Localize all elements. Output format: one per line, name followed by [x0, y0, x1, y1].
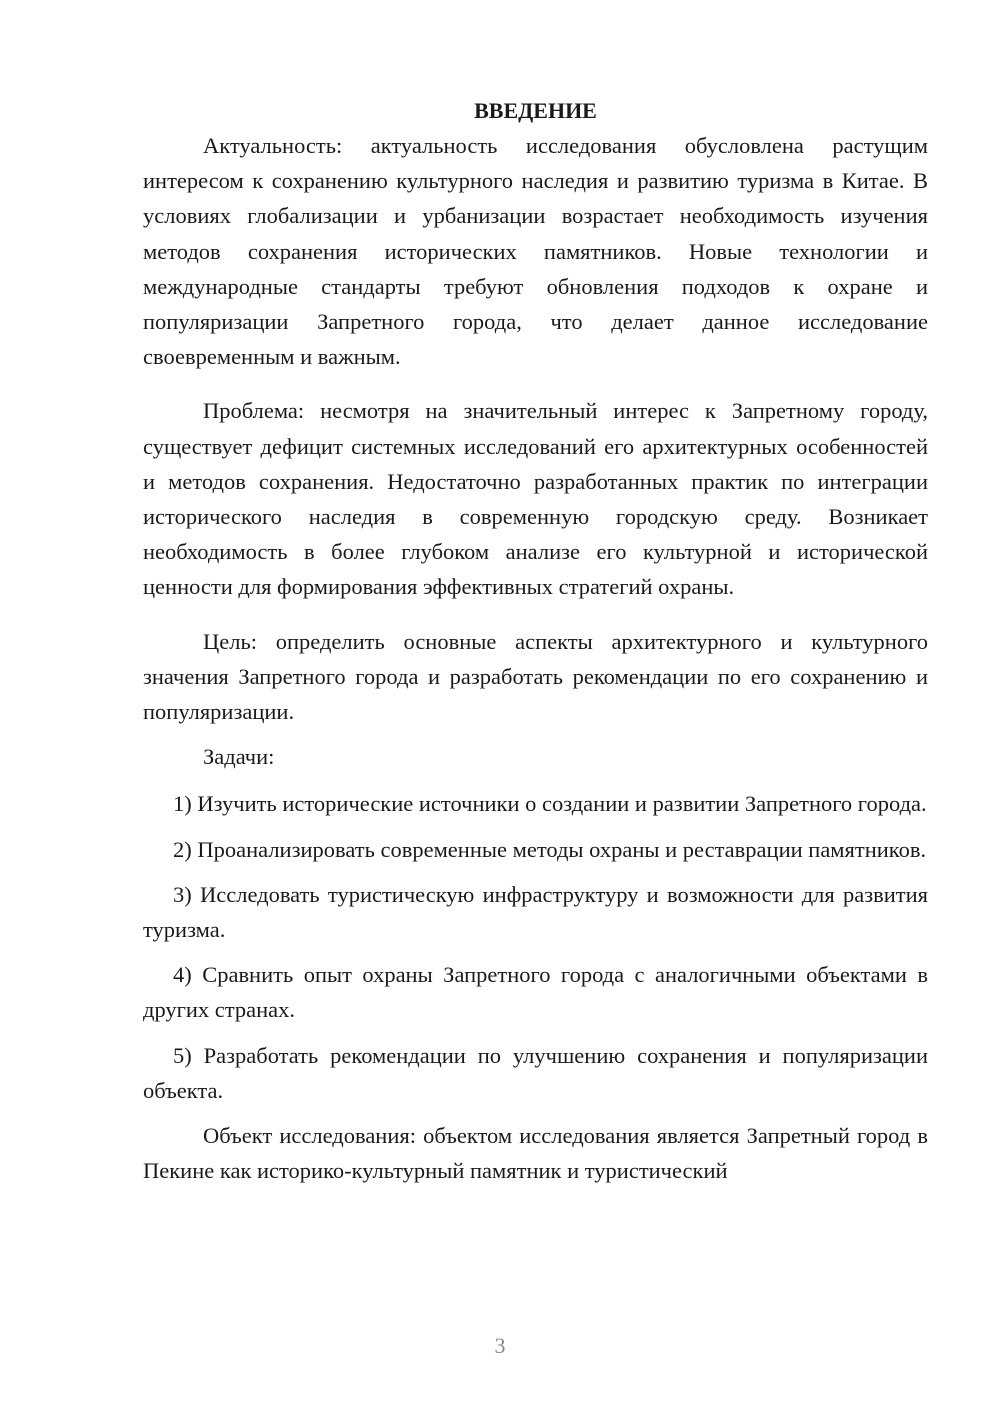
task-item: 1) Изучить исторические источники о создании и развитии Запретного города.: [173, 791, 927, 817]
tasks-label: Задачи:: [203, 744, 275, 770]
task-item: 2) Проанализировать современные методы охраны и реставрации памятников.: [173, 836, 927, 862]
paragraph-goal: Цель: определить основные аспекты архитектурного и культурного значения Запретного города и разработать рекомендации по его сохранению и популяризации.: [143, 628, 928, 725]
paragraph-object: Объект исследования: объектом исследования является Запретный город в Пекине как историко-культурный памятник и туристический: [143, 1123, 928, 1184]
task-item: 3) Исследовать туристическую инфраструктуру и возможности для развития туризма.: [143, 881, 928, 943]
paragraph-problem: Проблема: несмотря на значительный интерес к Запретному городу, существует дефицит системных исследований его архитектурных особенностей и методов сохранения. Недостаточно разработанных практик по интеграции исторического наследия в современную городскую среду. Возникает необходимость в более глубоком анализе его культурной и исторической ценности для формирования эффективных стратегий охраны.: [143, 398, 928, 600]
task-item: 4) Сравнить опыт охраны Запретного города с аналогичными объектами в других странах.: [143, 962, 928, 1023]
task-item: 5) Разработать рекомендации по улучшению сохранения и популяризации объекта.: [143, 1042, 928, 1103]
paragraph-relevance: Актуальность: актуальность исследования обусловлена растущим интересом к сохранению культурного наследия и развитию туризма в Китае. В условиях глобализации и урбанизации возрастает необходимость изучения методов сохранения исторических памятников. Новые технологии и международные стандарты требуют обновления подходов к охране и популяризации Запретного города, что делает данное исследование своевременным и важным.: [143, 133, 928, 370]
section-heading: ВВЕДЕНИЕ: [474, 98, 597, 123]
page-body: [143, 93, 928, 1188]
page-number: 3: [494, 1333, 506, 1358]
